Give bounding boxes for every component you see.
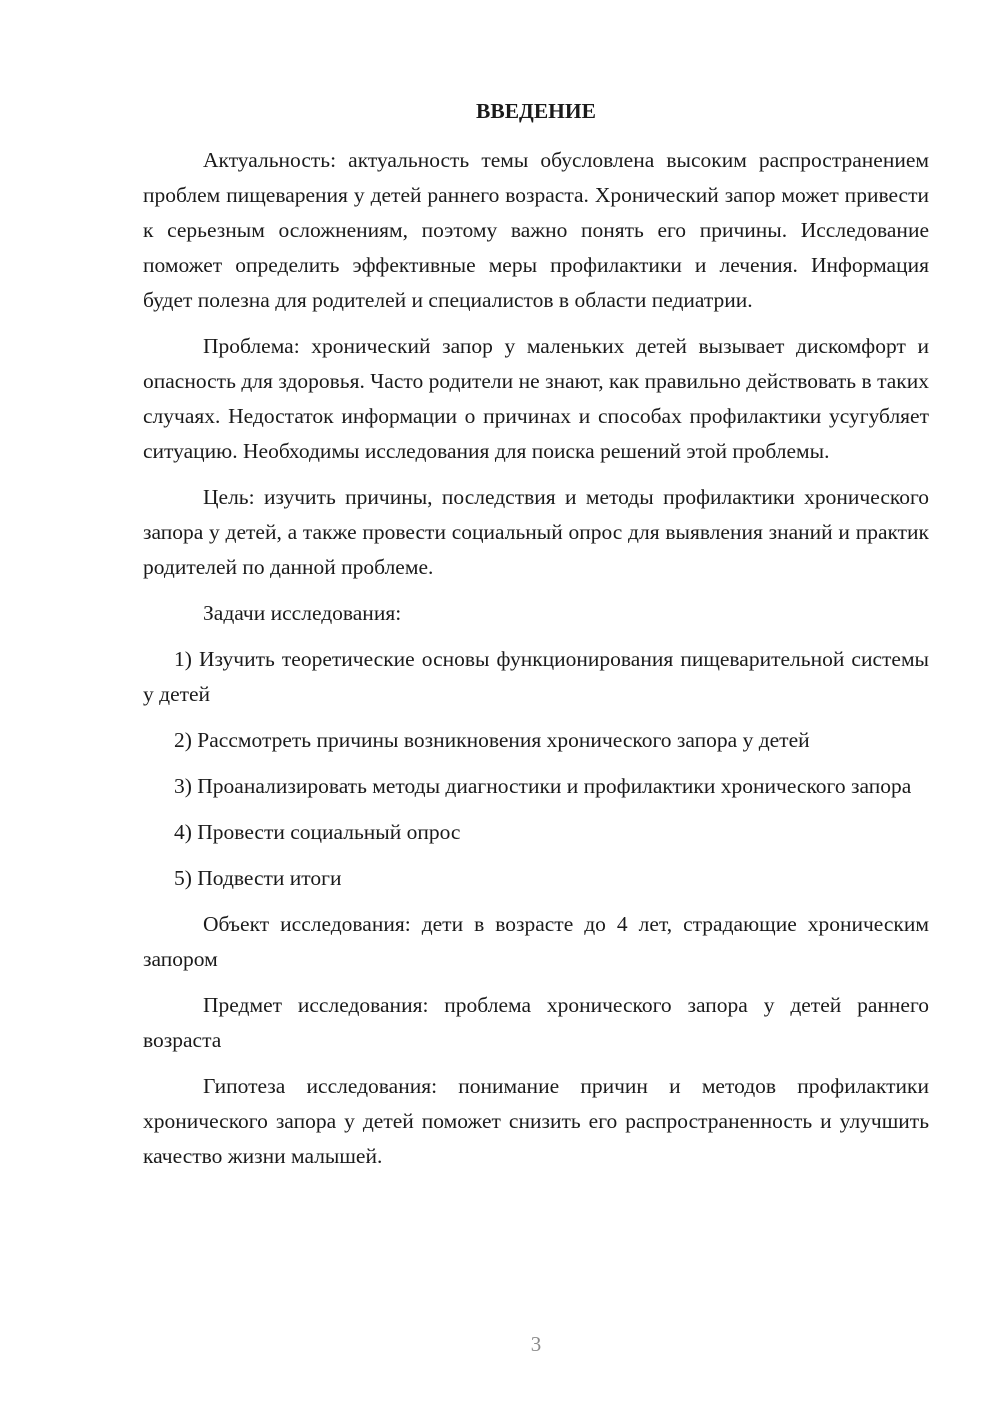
task-item-4: 4) Провести социальный опрос — [174, 820, 461, 844]
page-content — [143, 94, 929, 1174]
task-item-1: 1) Изучить теоретические основы функционирования пищеварительной системы у детей — [143, 647, 929, 706]
paragraph-hypothesis: Гипотеза исследования: понимание причин и методов профилактики хронического запора у детей поможет снизить его распространенность и улучшить качество жизни малышей. — [143, 1074, 929, 1168]
paragraph-subject: Предмет исследования: проблема хронического запора у детей раннего возраста — [143, 993, 929, 1052]
tasks-heading: Задачи исследования: — [203, 601, 402, 625]
paragraph-goal: Цель: изучить причины, последствия и методы профилактики хронического запора у детей, а также провести социальный опрос для выявления знаний и практик родителей по данной проблеме. — [143, 485, 929, 579]
section-title: ВВЕДЕНИЕ — [476, 99, 596, 123]
page-number: 3 — [530, 1332, 542, 1356]
task-item-2: 2) Рассмотреть причины возникновения хронического запора у детей — [174, 728, 810, 752]
task-item-5: 5) Подвести итоги — [174, 866, 342, 890]
paragraph-object: Объект исследования: дети в возрасте до 4 лет, страдающие хроническим запором — [143, 912, 929, 971]
paragraph-problem: Проблема: хронический запор у маленьких детей вызывает дискомфорт и опасность для здоровья. Часто родители не знают, как правильно действовать в таких случаях. Недостаток информации о причинах и способах профилактики усугубляет ситуацию. Необходимы исследования для поиска решений этой проблемы. — [143, 334, 929, 463]
task-item-3: 3) Проанализировать методы диагностики и профилактики хронического запора — [174, 774, 912, 798]
paragraph-relevance: Актуальность: актуальность темы обусловлена высоким распространением проблем пищеварения у детей раннего возраста. Хронический запор может привести к серьезным осложнениям, поэтому важно понять его причины. Исследование поможет определить эффективные меры профилактики и лечения. Информация будет полезна для родителей и специалистов в области педиатрии. — [143, 148, 929, 312]
